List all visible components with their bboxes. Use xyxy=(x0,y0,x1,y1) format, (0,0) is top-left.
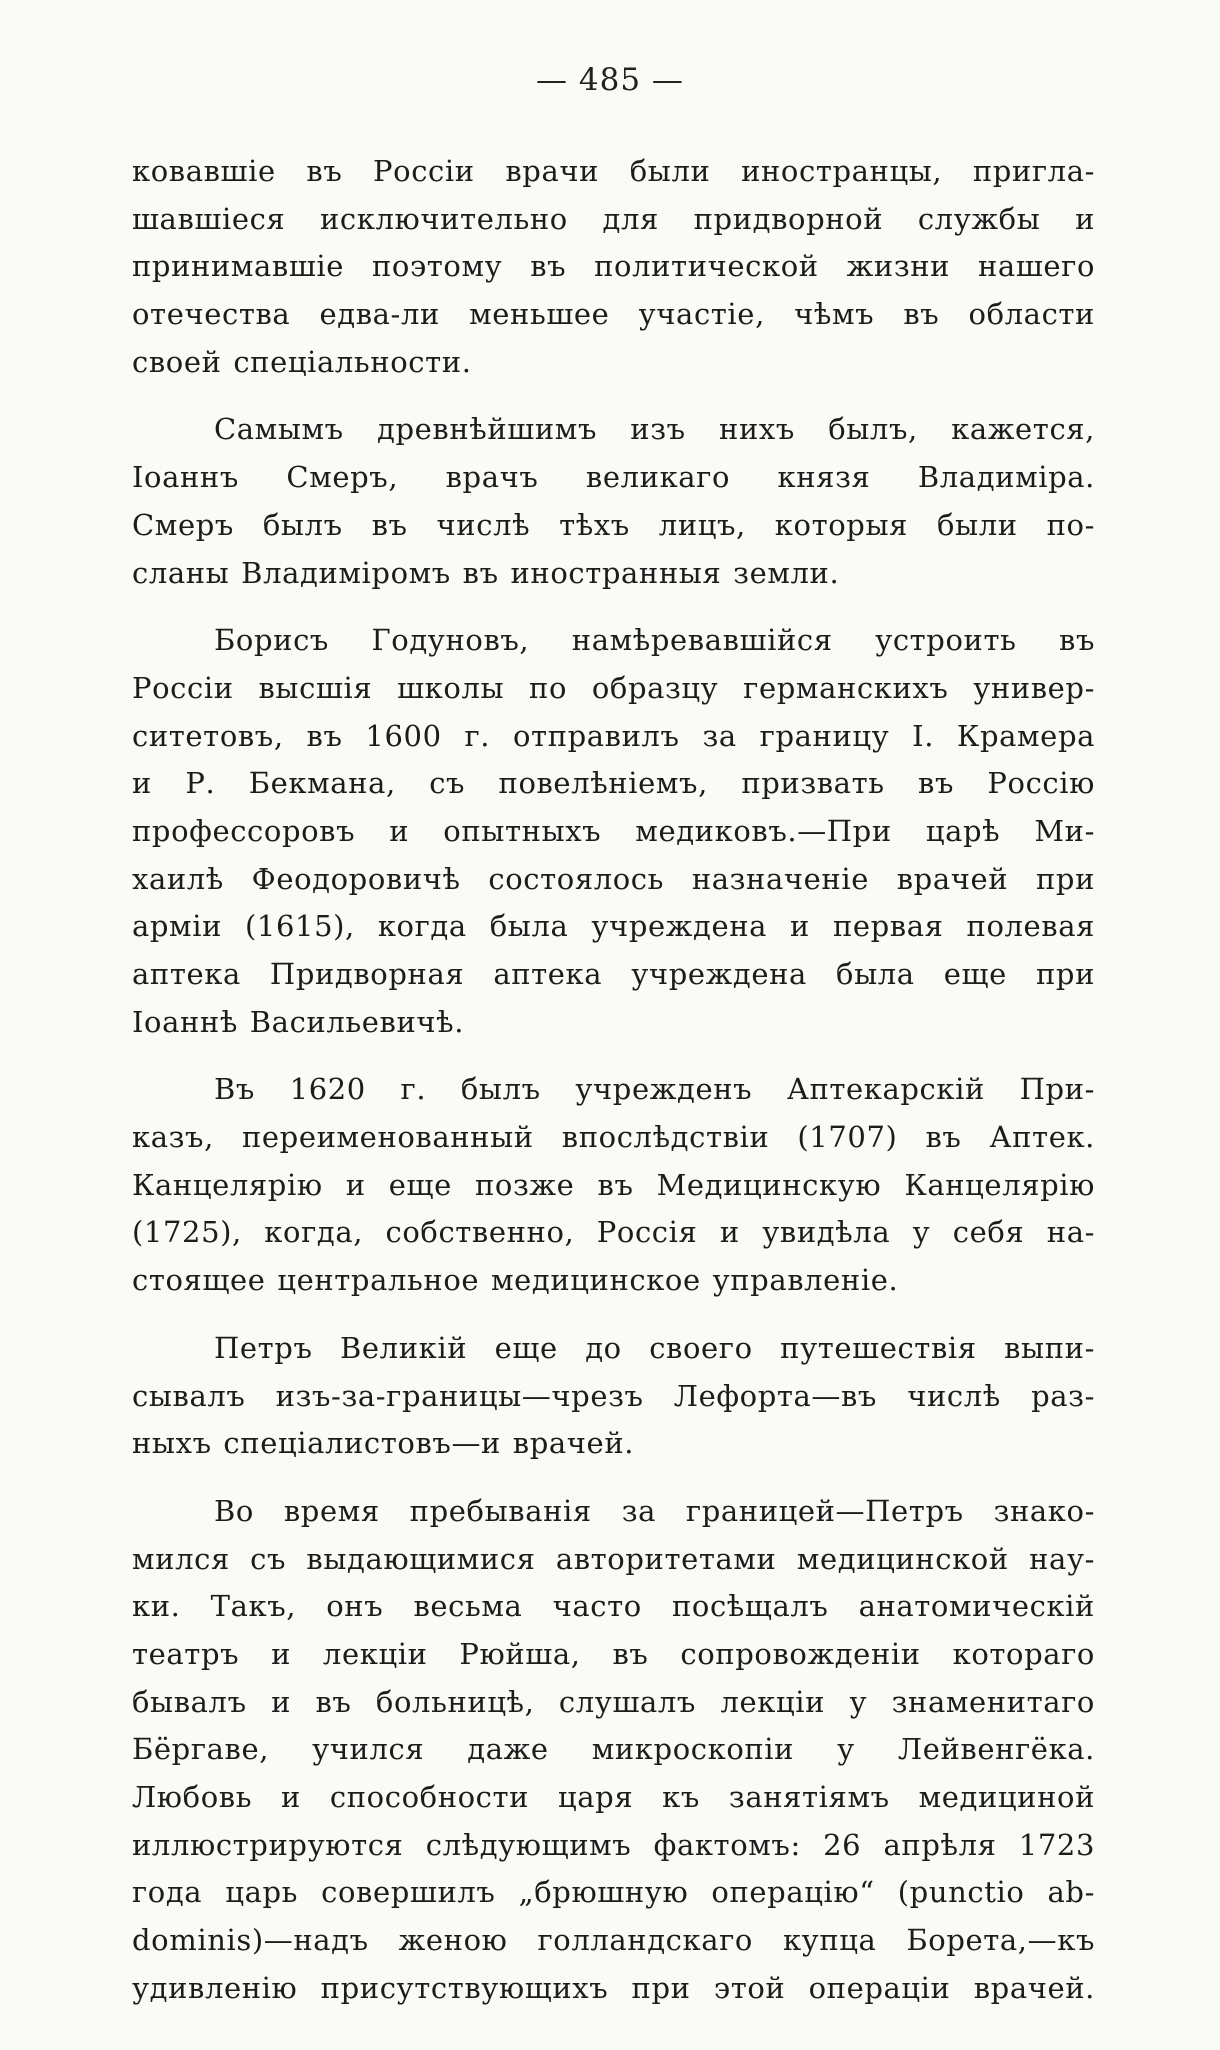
text-line: и Р. Бекмана, съ повелѣніемъ, призвать въ Россію xyxy=(132,766,1095,801)
paragraph xyxy=(132,1488,1095,2013)
text-line: Смеръ былъ въ числѣ тѣхъ лицъ, которыя были по- xyxy=(132,507,1095,542)
paragraph xyxy=(132,1066,1095,1304)
text-line: ныхъ спеціалистовъ—и врачей. xyxy=(132,1426,635,1461)
text-line: стоящее центральное медицинское управленіе. xyxy=(132,1263,899,1298)
text-line: (1725), когда, собственно, Россія и увидѣла у себя на- xyxy=(132,1215,1095,1250)
text-line: Борисъ Годуновъ, намѣревавшійся устроить въ xyxy=(214,623,1095,658)
text-line: принимавшіе поэтому въ политической жизни нашего xyxy=(132,249,1095,284)
text-line: иллюстрируются слѣдующимъ фактомъ: 26 апрѣля 1723 xyxy=(132,1827,1095,1862)
text-line: профессоровъ и опытныхъ медиковъ.—При царѣ Ми- xyxy=(132,813,1095,848)
text-line: отечества едва-ли меньшее участіе, чѣмъ въ области xyxy=(132,297,1095,332)
text-line: Самымъ древнѣйшимъ изъ нихъ былъ, кажется, xyxy=(214,412,1095,447)
text-line: шавшіеся исключительно для придворной службы и xyxy=(132,201,1095,236)
text-line: аптека Придворная аптека учреждена была еще при xyxy=(132,957,1095,991)
text-line: сланы Владиміромъ въ иностранныя земли. xyxy=(132,555,840,590)
text-line: театръ и лекціи Рюйша, въ сопровожденіи котораго xyxy=(132,1636,1095,1671)
text-line: Іоаннѣ Васильевичѣ. xyxy=(132,1004,465,1039)
body-text xyxy=(132,148,1095,2032)
text-line: Въ 1620 г. былъ учрежденъ Аптекарскій При- xyxy=(214,1072,1095,1107)
text-line: dominis)—надъ женою голландскаго купца Борета,—къ xyxy=(132,1923,1095,1958)
text-line: Бёргаве, учился даже микроскопіи у Лейвенгёка. xyxy=(132,1732,1095,1767)
text-line: года царь совершилъ „брюшную операцію“ (punctio ab- xyxy=(132,1875,1095,1910)
text-line: бывалъ и въ больницѣ, слушалъ лекціи у знаменитаго xyxy=(132,1684,1095,1719)
text-line: казъ, переименованный впослѣдствіи (1707) въ Аптек. xyxy=(132,1120,1095,1155)
text-line: ситетовъ, въ 1600 г. отправилъ за границу І. Крамера xyxy=(132,718,1095,753)
text-line: ки. Такъ, онъ весьма часто посѣщалъ анатомическій xyxy=(132,1589,1095,1624)
paragraph xyxy=(132,617,1095,1046)
text-line: своей спеціальности. xyxy=(132,344,472,379)
text-line: Петръ Великій еще до своего путешествія выпи- xyxy=(214,1330,1095,1365)
text-line: сывалъ изъ-за-границы—чрезъ Лефорта—въ числѣ раз- xyxy=(132,1378,1095,1413)
text-line: мился съ выдающимися авторитетами медицинской нау- xyxy=(132,1541,1095,1576)
paragraph xyxy=(132,148,1095,386)
page-number: — 485 — xyxy=(536,62,684,98)
text-line: Россіи высшія школы по образцу германскихъ универ- xyxy=(132,670,1095,705)
paragraph xyxy=(132,406,1095,597)
text-line: Канцелярію и еще позже въ Медицинскую Канцелярію xyxy=(132,1167,1095,1202)
text-line: Во время пребыванія за границей—Петръ знако- xyxy=(214,1493,1095,1528)
paragraph xyxy=(132,1325,1095,1468)
text-line: арміи (1615), когда была учреждена и первая полевая xyxy=(132,909,1095,944)
text-line: Любовь и способности царя къ занятіямъ медициной xyxy=(132,1780,1095,1814)
text-line: ковавшіе въ Россіи врачи были иностранцы, пригла- xyxy=(132,154,1095,188)
text-line: удивленію присутствующихъ при этой операціи врачей. xyxy=(132,1970,1095,2005)
text-line: хаилѣ Феодоровичѣ состоялось назначеніе врачей при xyxy=(132,861,1095,896)
text-line: Іоаннъ Смеръ, врачъ великаго князя Владиміра. xyxy=(132,460,1095,495)
